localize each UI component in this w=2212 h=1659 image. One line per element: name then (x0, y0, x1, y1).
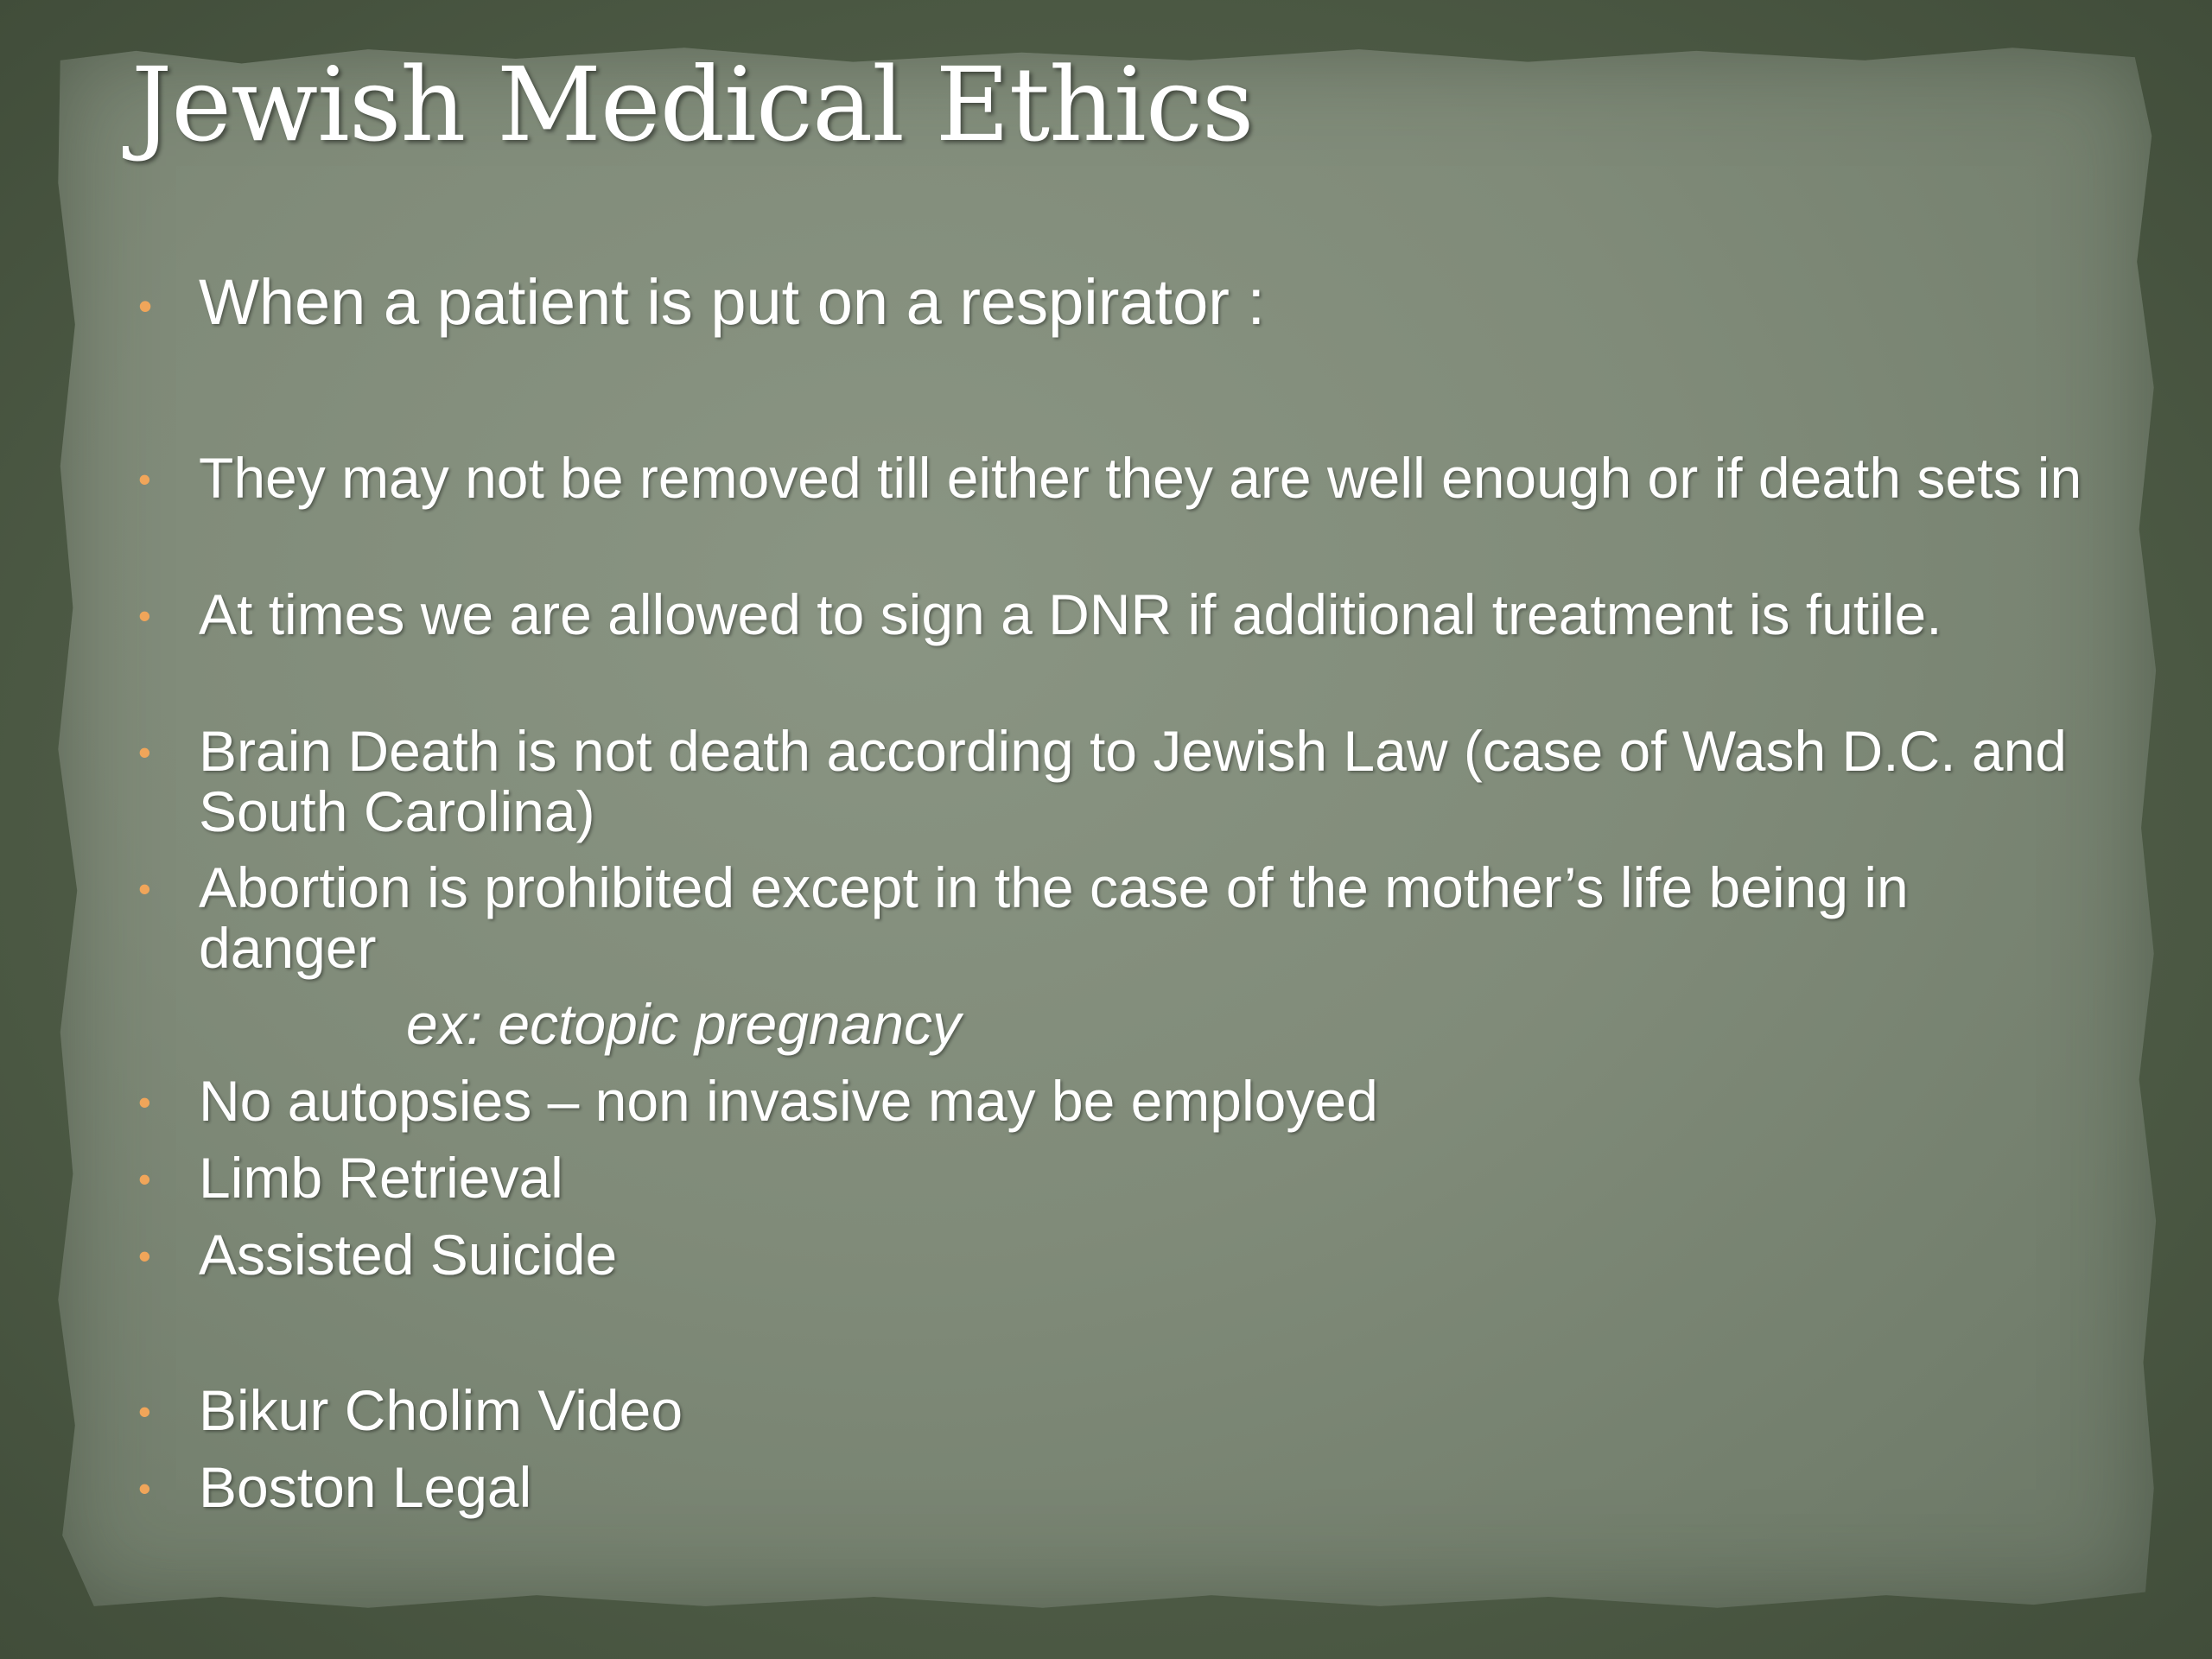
sub-example-text: ex: ectopic pregnancy (406, 992, 962, 1056)
bullet-text: Assisted Suicide (199, 1223, 618, 1287)
bullet-item-brain-death (138, 719, 2100, 843)
bullet-dot-icon: • (138, 595, 151, 636)
bullet-text: Limb Retrieval (199, 1146, 563, 1210)
bullet-dot-icon: • (138, 1468, 151, 1509)
bullet-text: When a patient is put on a respirator : (199, 266, 1266, 338)
bullet-dot-icon: • (138, 459, 151, 499)
slide-title: Jewish Medical Ethics (131, 45, 1254, 164)
bullet-text: No autopsies – non invasive may be employed (199, 1069, 1378, 1133)
bullet-item-respirator (138, 266, 2100, 338)
bullet-item-limb-retrieval (138, 1146, 2100, 1210)
bullet-dot-icon: • (138, 1236, 151, 1276)
bullet-text: At times we are allowed to sign a DNR if additional treatment is futile. (199, 582, 1942, 646)
bullet-item-bikur-cholim (138, 1378, 2100, 1442)
bullet-dot-icon: • (138, 1159, 151, 1199)
bullet-dot-icon: • (138, 868, 151, 909)
bullet-dot-icon: • (138, 283, 153, 328)
bullet-text: Bikur Cholim Video (199, 1378, 683, 1442)
bullet-text: Boston Legal (199, 1455, 532, 1519)
bullet-item-dnr (138, 582, 2100, 646)
bullet-item-assisted-suicide (138, 1223, 2100, 1287)
bullet-item-boston-legal (138, 1455, 2100, 1519)
bullet-dot-icon: • (138, 732, 151, 772)
bullet-dot-icon: • (138, 1082, 151, 1122)
bullet-text: Brain Death is not death according to Jewish Law (case of Wash D.C. and South Carolina) (199, 719, 2067, 843)
bullet-dot-icon: • (138, 1391, 151, 1432)
bullet-text: Abortion is prohibited except in the case of the mother’s life being in danger (199, 855, 1909, 980)
bullet-item-removal (138, 446, 2100, 510)
bullet-item-autopsies (138, 1069, 2100, 1133)
bullet-text: They may not be removed till either they are well enough or if death sets in (199, 446, 2082, 510)
bullet-item-abortion (138, 855, 2100, 980)
